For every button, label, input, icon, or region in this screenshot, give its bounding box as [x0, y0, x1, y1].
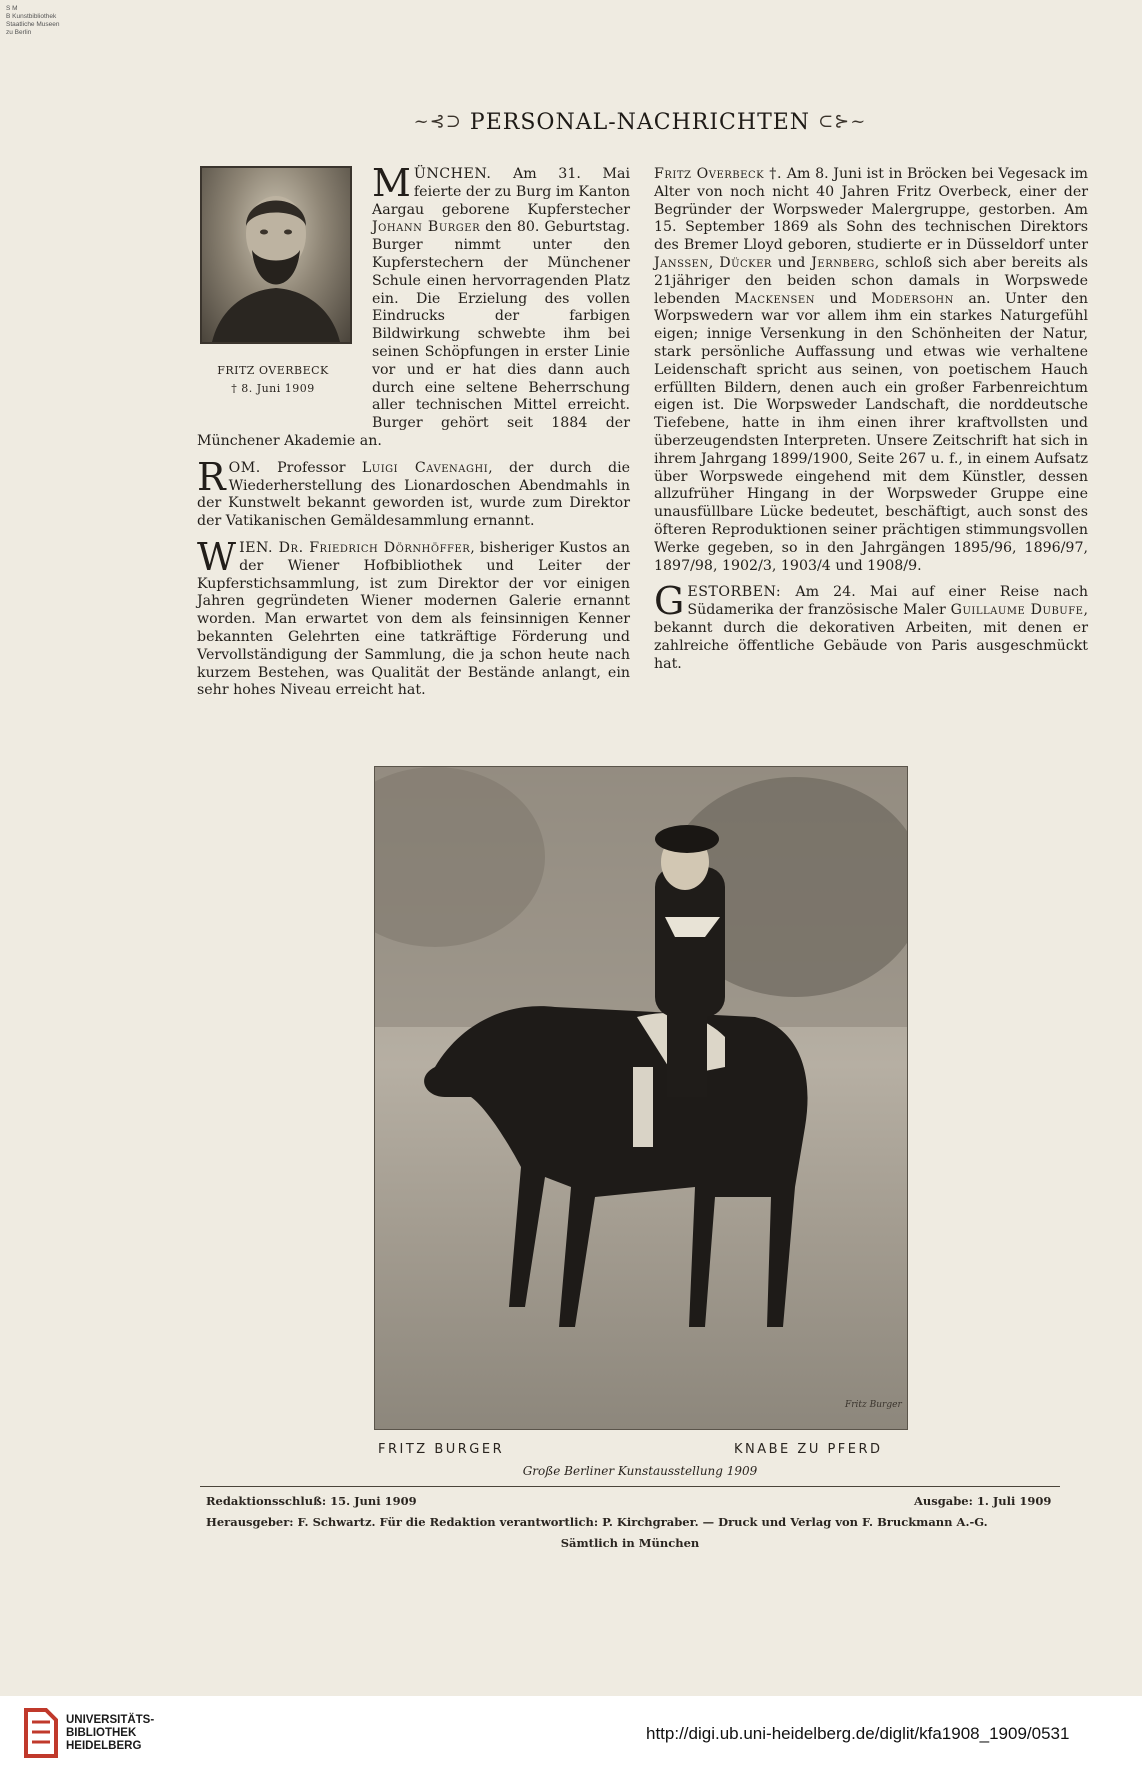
article-text: und [771, 254, 812, 271]
source-url-link[interactable]: http://digi.ub.uni-heidelberg.de/diglit/kfa1908_1909/0531 [646, 1724, 1070, 1743]
logo-line: HEIDELBERG [66, 1740, 142, 1752]
article-heading: IEN. [239, 539, 274, 556]
article-text: und [814, 290, 872, 307]
article-gestorben [654, 579, 1088, 673]
footer-bar [0, 1696, 1142, 1773]
article-text: , schloß sich aber bereits als 21jähriger den beiden schon damals in Worpswede lebenden [654, 254, 1088, 307]
article-heading: OM. [228, 459, 261, 476]
imprint-publisher: Herausgeber: F. Schwartz. Für die Redaktion verantwortlich: P. Kirchgraber. — Druck und Verlag von F. Bruckmann A.-G. [206, 1515, 988, 1529]
person-name: Modersohn [871, 290, 954, 307]
person-name: Dücker [719, 254, 772, 271]
logo-line: BIBLIOTHEK [66, 1727, 137, 1739]
article-text: Am 31. Mai feierte der zu Burg im Kanton Aargau geborene Kupferstecher [372, 166, 630, 218]
imprint-issue-date: Ausgabe: 1. Juli 1909 [914, 1494, 1052, 1508]
horse-rider-icon [375, 767, 907, 1429]
article-text: Am 8. Juni ist in Bröcken bei Vegesack im Alter von noch nicht 40 Jahren Fritz Overbeck, einer der Begründer der Worpsweder Malergruppe, gestorben. Am 15. September 1869 als Sohn des technischen Direktors des Bremer Lloyd geboren, studierte er in Düsseldorf unter [654, 166, 1088, 254]
stamp-line: S M [6, 5, 18, 12]
person-name: Janssen [654, 254, 709, 271]
article-wien [197, 534, 630, 700]
stamp-line: zu Berlin [6, 29, 32, 36]
article-overbeck [654, 166, 1088, 575]
drop-cap: M [372, 161, 411, 205]
article-text: Am 24. Mai auf einer Reise nach Südamerika der französische Maler [687, 584, 1088, 619]
portrait-float-space [197, 166, 372, 432]
divider [200, 1486, 1060, 1487]
drop-cap: W [197, 534, 237, 579]
article-text: , [708, 254, 720, 271]
portrait-caption-date: † 8. Juni 1909 [231, 382, 315, 395]
article-heading: ESTORBEN: [687, 584, 782, 601]
painting-title: KNABE ZU PFERD [734, 1442, 883, 1457]
person-name: Luigi Cavenaghi [361, 459, 489, 476]
painting-signature: Fritz Burger [845, 1400, 902, 1410]
article-text: Dr. [273, 539, 310, 556]
page-header [380, 110, 900, 135]
exhibition-caption: Große Berliner Kunstausstellung 1909 [522, 1464, 758, 1478]
article-rom [197, 454, 631, 531]
stamp-line: Staatliche Museen [6, 21, 60, 28]
university-logo-icon[interactable] [22, 1706, 62, 1760]
article-text: , der durch die Wiederherstellung des Lionardoschen Abendmahls in der Kunstwelt bekannt geworden ist, wurde zum Direktor der Vatikanischen Gemäldesammlung ernannt. [197, 459, 631, 530]
university-logo-text [66, 1714, 154, 1753]
person-name: Johann Burger [372, 219, 481, 236]
imprint-location: Sämtlich in München [560, 1536, 700, 1550]
drop-cap: G [654, 579, 685, 624]
article-text: den 80. Geburtstag. Burger nimmt unter den Kupferstechern der Münchener Schule einen hervorragenden Platz ein. Die Erzielung des vollen Eindrucks der farbigen Bildwirkung schwebte ihm bei seinen Schöpfungen in erster Linie vor und er hat dies dann auch durch eine seltene Beherrschung aller technischen Mittel erreicht. Burger gehört seit 1884 der Münchener Akademie an. [197, 219, 630, 449]
article-text: , bisheriger Kustos an der Wiener Hofbibliothek und Leiter der Kupferstichsammlung, ist zum Direktor der vor einigen Jahren gegründeten Wiener modernen Galerie ernannt worden. Man erwartet von dem als feinsinnigen Kenner bekannten Gelehrten eine tatkräftige Förderung und Vervollständigung der Sammlung, die ja schon heute nach kurzem Bestehen, was Qualität der Bestände anlangt, ein sehr hohes Niveau erreicht hat. [197, 539, 630, 699]
right-column [654, 166, 1088, 682]
library-stamp [6, 5, 96, 37]
ornament-left-icon: ~⊰⊃ [413, 111, 462, 132]
imprint-deadline: Redaktionsschluß: 15. Juni 1909 [206, 1494, 417, 1508]
person-name: Jernberg [811, 254, 875, 271]
article-text: , bekannt durch die dekorativen Arbeiten, mit denen er zahlreiche öffentliche Gebäude von Paris ausgeschmückt hat. [654, 602, 1088, 672]
article-heading: ÜNCHEN. [413, 166, 492, 182]
article-text: Professor [260, 459, 362, 476]
portrait-caption-name: FRITZ OVERBECK [217, 364, 329, 377]
drop-cap: R [197, 454, 226, 499]
person-name: Mackensen [734, 290, 815, 307]
painting-image [374, 766, 908, 1430]
ornament-right-icon: ⊂⊱~ [818, 111, 867, 132]
left-column [197, 161, 631, 709]
person-name: Guillaume Dubufe [950, 602, 1084, 619]
person-name: Fritz Overbeck †. [654, 166, 783, 182]
page-title: PERSONAL-NACHRICHTEN [469, 110, 811, 135]
person-name: Friedrich Dörnhöffer [309, 539, 471, 556]
painting-artist: FRITZ BURGER [378, 1442, 505, 1457]
article-text: an. Unter den Worpswedern war vor allem ihm ein starkes Naturgefühl eigen; innige Versenkung in den Schönheiten der Natur, stark persönliche Auffassung und etwas wie verhaltene Leidenschaft spricht aus seinen, von poetischem Hauch erfüllten Bildern, denen auch ein großer Farbenreichtum eigen ist. Die Worpsweder Landschaft, die norddeutsche Tiefebene, hatte in ihm einen ihrer kraftvollsten und überzeugendsten Interpreten. Unsere Zeitschrift hat sich in ihrem Jahrgang 1899/1900, Seite 267 u. f., in einem Aufsatz über Worpswede eingehend mit dem Künstler, dessen allzufrüher Hingang in der Worpsweder Gruppe eine unausfüllbare Lücke bedeutet, beschäftigt, auch sonst des öfteren Reproduktionen seiner prächtigen stimmungsvollen Werke gegeben, so in den Jahrgängen 1895/96, 1896/97, 1897/98, 1902/3, 1903/4 und 1908/9. [654, 290, 1088, 574]
logo-line: UNIVERSITÄTS- [66, 1714, 155, 1726]
stamp-line: B Kunstbibliothek [6, 13, 57, 20]
